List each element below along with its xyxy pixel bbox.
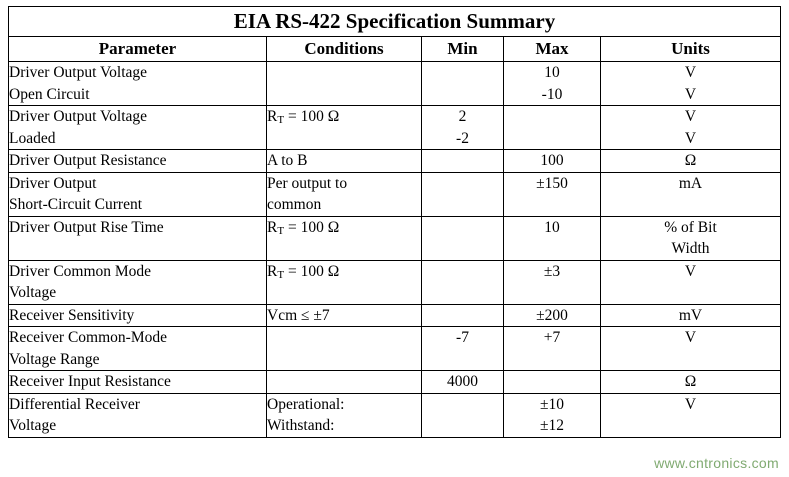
page-title: EIA RS-422 Specification Summary — [9, 7, 781, 37]
cell-max: ±200 — [504, 304, 601, 327]
condition-rt-100-ohm: RT = 100 Ω — [267, 108, 340, 126]
cell-parameter: Receiver Sensitivity — [9, 304, 267, 327]
table-row — [9, 260, 781, 304]
cell-max: ±150 — [504, 172, 601, 216]
cell-max: 10 — [504, 216, 601, 260]
cell-parameter: Driver Output Rise Time — [9, 216, 267, 260]
cell-units: % of Bit Width — [601, 216, 781, 260]
table-row — [9, 106, 781, 150]
cell-units: Ω — [601, 150, 781, 173]
cell-parameter: Differential Receiver Voltage — [9, 393, 267, 437]
column-header-max: Max — [504, 37, 601, 62]
cell-min: 4000 — [422, 371, 504, 394]
cell-max: 100 — [504, 150, 601, 173]
column-header-parameter: Parameter — [9, 37, 267, 62]
cell-conditions — [267, 216, 422, 260]
cell-conditions: Operational: Withstand: — [267, 393, 422, 437]
cell-parameter: Driver Output Resistance — [9, 150, 267, 173]
cell-parameter: Receiver Input Resistance — [9, 371, 267, 394]
cell-parameter: Driver Output Voltage Loaded — [9, 106, 267, 150]
cell-min: -7 — [422, 327, 504, 371]
cell-min — [422, 216, 504, 260]
cell-min — [422, 260, 504, 304]
cell-units: V V — [601, 62, 781, 106]
cell-parameter: Driver Output Short-Circuit Current — [9, 172, 267, 216]
table-row — [9, 62, 781, 106]
cell-max — [504, 106, 601, 150]
specification-table — [8, 6, 781, 438]
cell-min — [422, 172, 504, 216]
cell-units: V — [601, 260, 781, 304]
cell-conditions: Vcm ≤ ±7 — [267, 304, 422, 327]
table-row — [9, 393, 781, 437]
table-row — [9, 150, 781, 173]
cell-conditions — [267, 371, 422, 394]
cell-units: V — [601, 327, 781, 371]
column-header-units: Units — [601, 37, 781, 62]
cell-min: 2 -2 — [422, 106, 504, 150]
cell-parameter: Receiver Common-Mode Voltage Range — [9, 327, 267, 371]
table-row — [9, 327, 781, 371]
table-row — [9, 371, 781, 394]
cell-min — [422, 393, 504, 437]
cell-max — [504, 371, 601, 394]
cell-min — [422, 150, 504, 173]
cell-conditions — [267, 106, 422, 150]
cell-max: ±3 — [504, 260, 601, 304]
cell-conditions — [267, 260, 422, 304]
cell-units: V V — [601, 106, 781, 150]
watermark: www.cntronics.com — [654, 455, 779, 471]
table-row — [9, 216, 781, 260]
cell-max: 10 -10 — [504, 62, 601, 106]
table-row — [9, 172, 781, 216]
cell-min — [422, 62, 504, 106]
cell-units: mV — [601, 304, 781, 327]
column-header-min: Min — [422, 37, 504, 62]
column-header-conditions: Conditions — [267, 37, 422, 62]
table-title-row — [9, 7, 781, 37]
cell-max: ±10 ±12 — [504, 393, 601, 437]
cell-conditions — [267, 327, 422, 371]
condition-rt-100-ohm: RT = 100 Ω — [267, 218, 340, 237]
cell-units: V — [601, 393, 781, 437]
cell-parameter: Driver Output Voltage Open Circuit — [9, 62, 267, 106]
cell-conditions: A to B — [267, 150, 422, 173]
cell-units: Ω — [601, 371, 781, 394]
condition-rt-100-ohm: RT = 100 Ω — [267, 262, 340, 281]
cell-parameter: Driver Common Mode Voltage — [9, 260, 267, 304]
cell-min — [422, 304, 504, 327]
cell-units: mA — [601, 172, 781, 216]
cell-conditions — [267, 62, 422, 106]
table-header-row — [9, 37, 781, 62]
table-row — [9, 304, 781, 327]
cell-conditions: Per output to common — [267, 172, 422, 216]
cell-max: +7 — [504, 327, 601, 371]
specification-table-sheet — [8, 6, 780, 471]
